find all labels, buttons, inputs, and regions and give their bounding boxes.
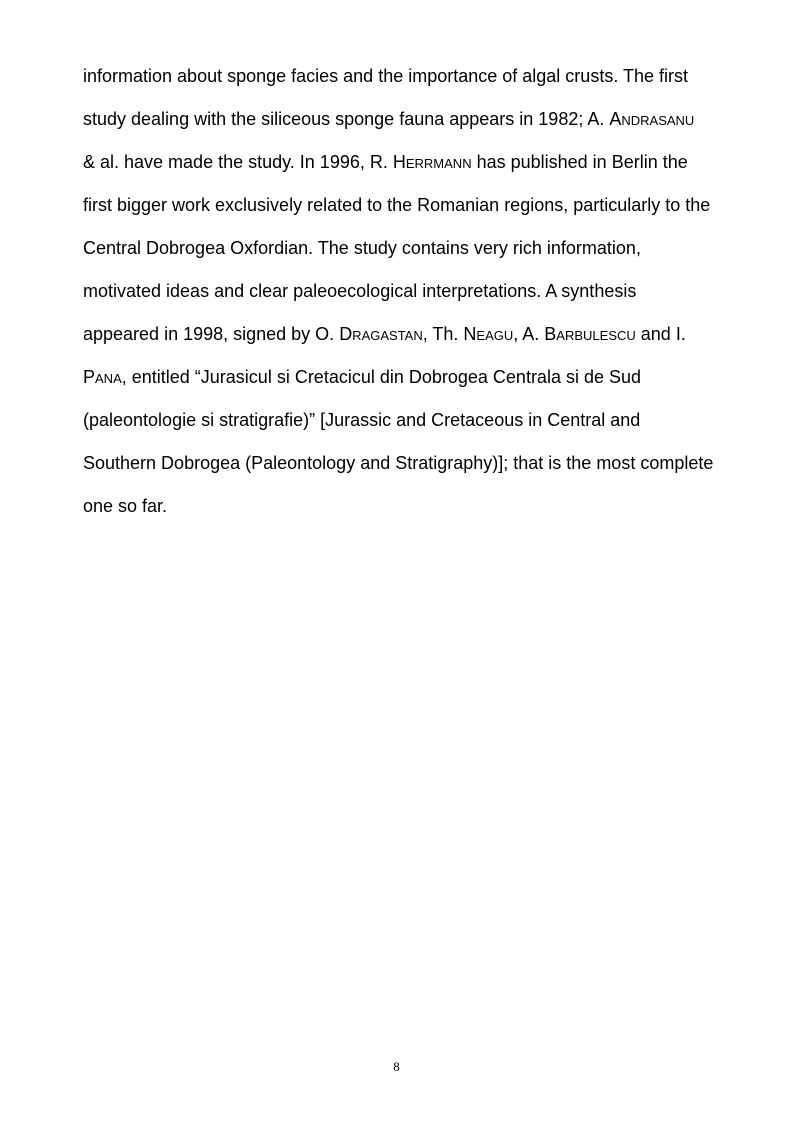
author-name: Barbulescu [544,324,636,344]
text-line [83,485,753,528]
text-line [83,270,753,313]
text-segment: , Th. [422,324,464,344]
text-line [83,399,753,442]
author-name: Herrmann [392,152,472,172]
text-line [83,184,753,227]
author-name: Andrasanu [609,109,695,129]
author-name: Pana [83,367,122,387]
text-line [83,98,753,141]
text-line [83,313,753,356]
text-segment: Southern Dobrogea (Paleontology and Stratigraphy)]; that is the most complete [83,453,714,473]
text-segment: motivated ideas and clear paleoecological interpretations. A synthesis [83,281,637,301]
body-paragraph [83,55,753,528]
text-line [83,356,753,399]
text-line [83,442,753,485]
text-segment: , A. [513,324,545,344]
text-segment: , entitled “Jurasicul si Cretacicul din Dobrogea Centrala si de Sud [121,367,642,387]
text-line [83,55,753,98]
text-segment: one so far. [83,496,168,516]
text-segment: has published in Berlin the [471,152,688,172]
text-segment: study dealing with the siliceous sponge fauna appears in 1982; A. [83,109,610,129]
text-segment: and I. [635,324,686,344]
author-name: Dragastan [339,324,423,344]
text-line [83,141,753,184]
text-line [83,227,753,270]
text-segment: Central Dobrogea Oxfordian. The study contains very rich information, [83,238,641,258]
text-segment: first bigger work exclusively related to the Romanian regions, particularly to the [83,195,711,215]
text-segment: information about sponge facies and the importance of algal crusts. The first [83,66,689,86]
text-segment: appeared in 1998, signed by O. [83,324,340,344]
page-number: 8 [393,1059,400,1074]
text-segment: & al. have made the study. In 1996, R. [83,152,393,172]
text-segment: (paleontologie si stratigrafie)” [Jurassic and Cretaceous in Central and [83,410,641,430]
author-name: Neagu [463,324,514,344]
